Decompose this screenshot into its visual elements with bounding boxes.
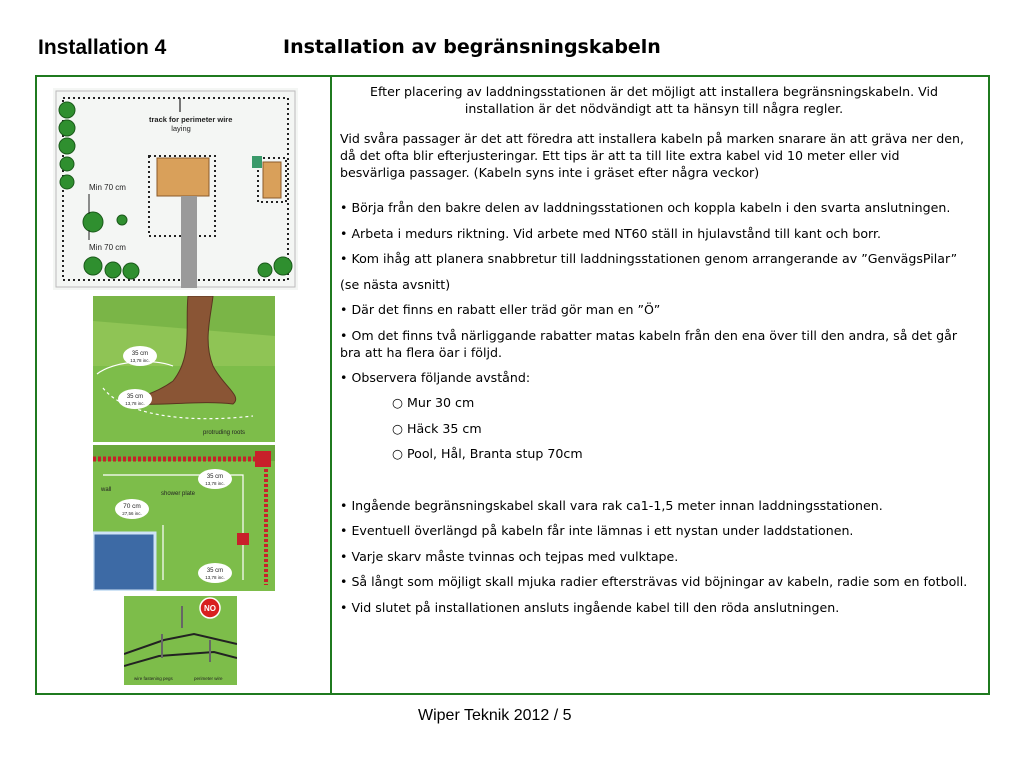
distance-item: ○ Pool, Hål, Branta stup 70cm: [392, 446, 583, 461]
tree-callout-2-sub: 13,78 inc.: [125, 401, 145, 406]
slide-label: Installation 4: [38, 36, 167, 59]
pegs-drawing: [124, 596, 237, 685]
list-item: • Börja från den bakre delen av laddningsstationen och koppla kabeln i den svarta anslutningen.: [340, 200, 951, 215]
pool-callout-35b-sub: 13,78 inc.: [205, 575, 225, 580]
list-item: • Observera följande avstånd:: [340, 369, 531, 385]
distance-item: ○ Mur 30 cm: [392, 395, 475, 410]
wall-label: wall: [101, 487, 112, 493]
list-item: • Kom ihåg att planera snabbretur till laddningsstationen genom arrangerande av ”GenvägsPilar” (se nästa avsnitt): [340, 251, 958, 292]
pool-callout-35a-sub: 13,78 inc.: [205, 481, 225, 486]
pool-callout-35a-main: 35 cm: [206, 474, 224, 480]
footer: Wiper Teknik 2012 / 5: [418, 707, 572, 724]
tree-callout-2-main: 35 cm: [126, 394, 144, 400]
roots-label: protruding roots: [203, 430, 246, 436]
list-item: • Arbeta i medurs riktning. Vid arbete med NT60 ställ in hjulavstånd till kant och borr.: [340, 225, 882, 241]
column-divider: [330, 77, 332, 693]
pool-callout-70-sub: 27,56 inc.: [122, 511, 142, 516]
garden-plan-drawing: [53, 88, 298, 290]
rules-list: [340, 195, 968, 620]
list-item: • Om det finns två närliggande rabatter matas kabeln från den ena över till den andra, så det går bra att ha flera öar i följd.: [340, 327, 958, 360]
shower-plate-label: shower plate: [161, 491, 196, 497]
advice-paragraph: Vid svåra passager är det att föredra att installera kabeln på marken snarare än att gräva ner den, då det ofta blir efterjusteringar. Ett tips är att ta till lite extra kabel vid 10 meter eller vid besvärliga passager. (Kabeln syns inte i gräset efter några veckor): [340, 131, 965, 180]
list-item: • Ingående begränsningskabel skall vara rak ca1-1,5 meter innan laddningsstationen.: [340, 497, 883, 513]
min-70-label-2: Min 70 cm: [89, 243, 126, 252]
list-item: • Eventuell överlängd på kabeln får inte lämnas i ett nystan under laddstationen.: [340, 523, 854, 538]
spacer: [340, 467, 968, 493]
list-item: • Så långt som möjligt skall mjuka radier eftersträvas vid böjningar av kabeln, radie som en fotboll.: [340, 574, 968, 589]
pool-image: [93, 445, 275, 591]
list-item: • Varje skarv måste tvinnas och tejpas med vulktape.: [340, 548, 679, 564]
min-70-label-1: Min 70 cm: [89, 183, 126, 192]
pool-callout-70-main: 70 cm: [123, 503, 141, 510]
content-frame: [35, 75, 990, 695]
list-item: • Där det finns en rabatt eller träd gör man en ”Ö”: [340, 302, 661, 317]
tree-image: [93, 296, 275, 442]
slide-title: Installation av begränsningskabeln: [283, 36, 661, 58]
tree-callout-1-main: 35 cm: [131, 351, 149, 357]
instructions-text: [340, 83, 968, 620]
garden-plan-image: [53, 88, 298, 290]
distance-item: ○ Häck 35 cm: [392, 420, 482, 436]
track-label: track for perimeter wire: [149, 115, 233, 124]
pegs-label-right: perimeter wire: [194, 676, 223, 681]
tree-callout-1-sub: 13,78 inc.: [130, 358, 150, 363]
list-item: • Vid slutet på installationen ansluts ingående kabel till den röda anslutningen.: [340, 599, 840, 615]
tree-drawing: [93, 296, 275, 442]
track-label-laying: laying: [171, 124, 191, 133]
pool-drawing: [93, 445, 275, 591]
no-sign: NO: [204, 604, 216, 613]
pool-callout-35b-main: 35 cm: [206, 568, 224, 574]
pegs-label-left: wire fastening pegs: [134, 676, 173, 681]
pegs-image: [124, 596, 237, 685]
intro-text: Efter placering av laddningsstationen är det möjligt att installera begränsningskabeln. Vid installation är det nödvändigt att ta hänsyn till några regler.: [369, 84, 938, 116]
